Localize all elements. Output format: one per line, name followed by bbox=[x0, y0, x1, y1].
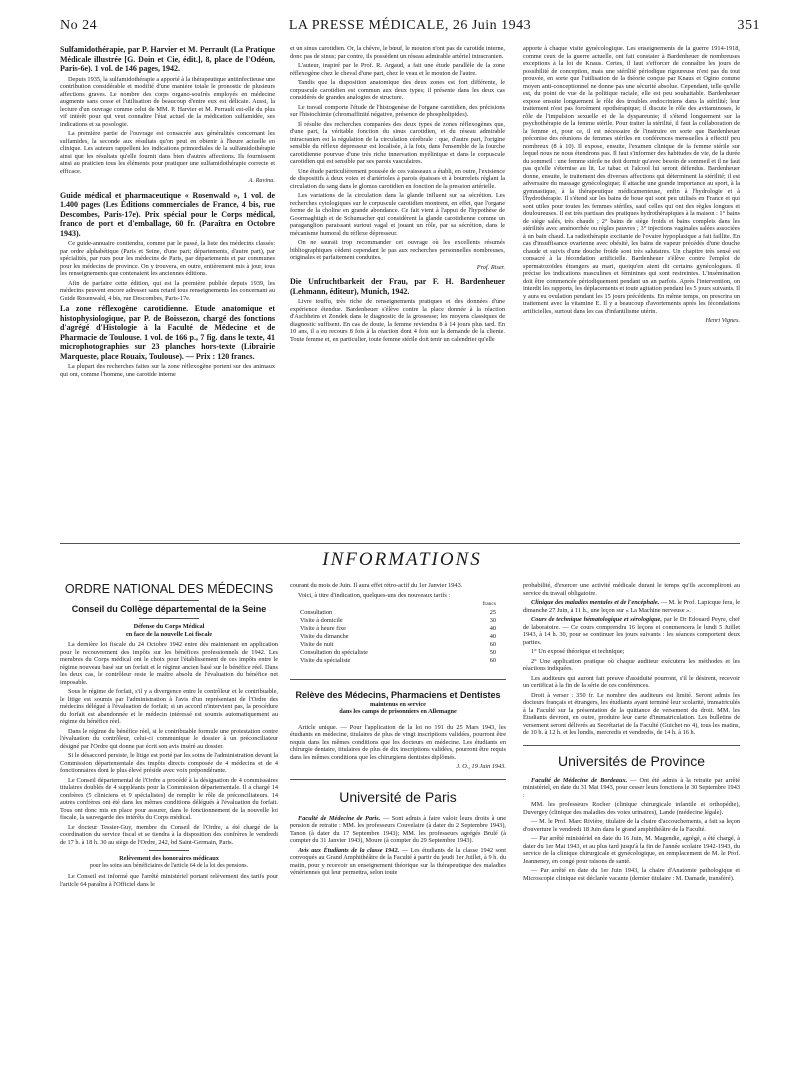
divider bbox=[139, 600, 199, 601]
course-heading: Cours de technique hématologique et sérologique, bbox=[531, 616, 662, 623]
ordre-subtitle: Conseil du Collège départemental de la Seine bbox=[71, 604, 267, 614]
paragraph: Le Conseil est informé que l'arrêté ministériel portant relèvement des tarifs pour l'article 64 paraîtra à l'Officiel dans le bbox=[60, 873, 278, 888]
paragraph: Dans le régime du bénéfice réel, si le contribuable formule une protestation contre l'évaluation du contrôleur, celui-ci communique le dossier à un préconciliateur désigné par l'Ordre qui donne par écrit son avis inséré au dossier. bbox=[60, 727, 278, 750]
paragraph: — Par arrêté ministériel en date du 16 Juin, M. Magendie, agrégé, a été chargé, à dater du 1er Mai 1943, et au plus tard jusqu'à la fin de l'année scolaire 1942-1943, du service de la clinique chirurgicale et gynécologique, en remplacement de M. le Prof. Jeanneney, en congé pour raisons de santé. bbox=[523, 835, 740, 865]
table-row: Visite à heure fixe 40 bbox=[300, 624, 496, 632]
paragraph: 2° Une application pratique où chaque auditeur exécutera les méthodes et les réactions indiquées. bbox=[523, 657, 740, 672]
table-row: Visite de nuit 60 bbox=[300, 640, 496, 648]
paragraph: — Sont admis à faire valoir leurs droits à une pension de retraite : MM. les professeurs Couvelaire (à dater du 2 Septembre 1943), Tanon (à dater du 17 Septembre 1943); MM. les professeurs agrégés Brulé (à compter du 31 Janvier 1943), Moure (à compter du 29 Septembre 1943). bbox=[290, 814, 506, 844]
divider bbox=[523, 745, 740, 746]
province-title: Universités de Province bbox=[557, 752, 706, 769]
paris-title: Université de Paris bbox=[339, 788, 457, 805]
paragraph: — M. le Prof. Marc Rivière, titulaire de la chaire d'accouchements, a fait sa leçon d'ouverture le vendredi 18 Juin dans le grand amphithéâtre de la Faculté. bbox=[523, 818, 740, 833]
faculty-heading: Faculté de Médecine de Paris. bbox=[298, 814, 381, 822]
ordre-title: ORDRE NATIONAL DES MÉDECINS bbox=[64, 582, 274, 596]
paragraph: Les auditeurs qui auront fait preuve d'assiduité pourront, s'il le désirent, recevoir un certificat à la fin de la série de ces conférences. bbox=[523, 674, 740, 689]
review-heading: Guide médical et pharmaceutique « Rosenwald », 1 vol. de 1.400 pages (Les Éditions commerciales de France, 4 bis, rue Descombes, Paris-17e). Prix spécial pour le Corps médical, franco de port et d'emballage, 60 fr. (Paraîtra en Octobre 1943). bbox=[60, 190, 275, 238]
section-title: INFORMATIONS bbox=[322, 549, 482, 570]
paragraph: L'auteur, inspiré par le Prof. R. Argaud, a fait une étude parallèle de la zone réflexogène chez le cheval d'une part, chez le veau et le mouton de l'autre. bbox=[290, 62, 505, 77]
paragraph: Le Conseil départemental de l'Ordre a procédé à la désignation de 4 commissaires titulaires doublés de 4 suppléants pour la Commission départementale. Il a chargé 14 confrères (5 cliniciens et 9 spécialistes) de remplir le rôle de préconciliateurs. 14 autres confrères ont été dans les mêmes conditions délégués à l'évaluation du forfait. Tous ont donc mis en place pour assurer, dans le fonctionnement de la nouvelle loi fiscale, la sauvegarde des intérêts du Corps médical. bbox=[60, 776, 278, 821]
paragraph: — Ont été admis à la retraite par arrêté ministériel, en date du 31 Mai 1943, pour cesser leurs fonctions le 30 Septembre 1943 : bbox=[523, 776, 740, 799]
divider bbox=[60, 543, 740, 544]
bottom-column-3 bbox=[523, 582, 740, 884]
table-row: Consultation du spécialiste 50 bbox=[300, 648, 496, 656]
table-row: Visite à domicile 30 bbox=[300, 616, 496, 624]
review-heading: Die Unfruchtbarkeit der Frau, par F. H. Bardenheuer (Lehmann, éditeur), Munich, 1942. bbox=[290, 277, 505, 296]
top-column-1 bbox=[60, 45, 275, 380]
table-row: Visite du spécialiste 60 bbox=[300, 656, 496, 664]
paragraph: Le travail comporte l'étude de l'histogenèse de l'organe carotidien, des précisions sur l'histochimie (chromaffinité négative, présence de phospholipides). bbox=[290, 103, 505, 118]
paragraph: La dernière loi fiscale du 24 Octobre 1942 entre dès maintenant en application pour le recouvrement des impôts sur les bénéfices professionnels de 1942. Les membres du Corps médical ont le choix pour l'établissement de ces impôts entre le régime nouveau basé sur un forfait et le régime ancien basé sur le bénéfice réel. Dans les deux cas, le contrôleur reste le maître absolu de l'évaluation du bénéfice net imposable. bbox=[60, 641, 278, 686]
paragraph: courant du mois de Juin. Il aura effet rétro-actif du 1er Janvier 1943. bbox=[290, 582, 463, 589]
signature: Prof. Riser. bbox=[476, 263, 505, 271]
tarif-table bbox=[290, 601, 506, 665]
paragraph: — M. le Prof. Lapicque fera, le dimanche 27 Juin, à 11 h., une leçon sur « La Machine nerveuse ». bbox=[523, 599, 741, 614]
top-column-2 bbox=[290, 45, 505, 345]
paragraph: Livre touffu, très riche de renseignements pratiques et des données d'une expérience étendue. Bardenheuer s'élève contre la place donnée à la réaction d'Aschheim et Zondek dans le diagnostic de la grossesse; les moyens classiques de diagnostic suffisent. En cas de doute, la femme reviendra 8 à 14 jours plus tard. En 10 ans, il a eu recours 8 fois à la réaction dont 4 fois sur la demande de la cliente. Toute femme et, en particulier, toute femme stérile doit tenir un calendrier qu'elle bbox=[290, 298, 505, 343]
tarif-header: francs bbox=[482, 601, 496, 607]
paragraph: — Les étudiants de la classe 1942 sont convoqués au Grand Amphithéâtre de la Faculté à partir du jeudi 1er Juillet, à 9 h. du matin, pour y recevoir un enseignement théorique sur la thérapeutique des maladies vénériennes qui leur permettra, selon toute bbox=[290, 846, 506, 876]
signature: Henri Vignes. bbox=[705, 317, 740, 324]
releve-title: Relève des Médecins, Pharmaciens et Dentistes bbox=[295, 689, 501, 700]
tarif-list bbox=[300, 609, 496, 665]
paragraph: La première partie de l'ouvrage est consacrée aux généralités concernant les sulfamides, la seconde aux résultats qu'on peut en obtenir à l'heure actuelle en clinique. Les auteurs rappellent les indications primordiales de la sulfamidothérapie ainsi que les résultats qu'elle fournit dans bien d'autres affections. Ils fournissent ainsi au praticien tous les éléments pour pratiquer une sulfamidothérapie correcte et efficace. bbox=[60, 130, 275, 175]
paragraph: 1° Un exposé théorique et technique; bbox=[531, 648, 625, 655]
faculty-heading: Faculté de Médecine de Bordeaux. bbox=[531, 776, 628, 784]
bottom-column-1 bbox=[60, 582, 278, 890]
table-row: Visite du dimanche 40 bbox=[300, 632, 496, 640]
paragraph: Une étude particulièrement poussée de ces vaisseaux a établi, en outre, l'existence de dispositifs à deux voies et d'artérioles à parois épaisses et à bourrelets réglant la circulation du sang dans le glomus carotidien en fonction de la pression artérielle. bbox=[290, 167, 505, 190]
top-column-3 bbox=[523, 45, 740, 331]
paragraph: Le docteur Tessier-Guy, membre du Conseil de l'Ordre, a été chargé de la coordination du service fiscal et se tiendra à la disposition des confrères le vendredi de 17 h. à 18 h. 30 au siège de l'Ordre, 242, bd Saint-Germain, Paris. bbox=[60, 823, 278, 846]
paragraph: Afin de parfaire cette édition, qui est la première publiée depuis 1939, les médecins peuvent encore adresser sans retard tous renseignements les concernant au Guide Rosenwald, 4 bis, rue Descombes, Paris-17e. bbox=[60, 279, 275, 302]
subheading-small: pour les soins aux bénéficiaires de l'article 64 de la loi des pensions. bbox=[90, 862, 248, 869]
divider bbox=[290, 679, 506, 680]
course-heading: Clinique des maladies mentales et de l'encéphale. bbox=[531, 599, 660, 606]
paragraph: Droit à verser : 350 fr. Le nombre des auditeurs est limité. Seront admis les docteurs français et étrangers, les étudiants ayant terminé leur scolarité, immatriculés à la Faculté sur la présentation de la quittance de versement du droit. MM. les Étudiants devront, en outre, produire leur carte d'immatriculation. Les bulletins de versement seront délivrés au Secrétariat de la Faculté (Guichet no 4), tous les matins, de 10 h. à 12 h. et les lundis, mercredis et vendredis, de 14 h. à 16 h. bbox=[523, 691, 740, 736]
signature: J. O., 19 Juin 1943. bbox=[456, 763, 506, 770]
paragraph: et un sinus carotidien. Or, la chèvre, le bœuf, le mouton n'ont pas de carotide interne, donc pas de sinus; par contre, ils possèdent un réseau admirable artériel intracranien. bbox=[290, 45, 505, 60]
divider bbox=[290, 779, 506, 780]
paragraph: Article unique. — Pour l'application de la loi no 191 du 25 Mars 1943, les étudiants en médecine, titulaires de plus de vingt inscriptions validées, pourront être requis dans les mêmes conditions que les docteurs en médecine. Les étudiants en chirurgie dentaire, titulaires de plus de dix inscriptions validées, pourront être requis dans les mêmes conditions que les chirurgiens dentistes diplômés. bbox=[290, 723, 506, 761]
page-header bbox=[60, 18, 760, 38]
paragraph: — Par arrêté en date du 1er Juin 1943, la chaire d'Anatomie pathologique et Microscopie clinique est déclarée vacante (dernier titulaire : M. Damade, transféré). bbox=[523, 867, 740, 882]
paragraph: Tandis que la disposition anatomique des deux zones est fort différente, le corpuscule carotidien est commun aux deux types; il présente dans les deux cas considérés de grandes analogies de structure. bbox=[290, 79, 505, 101]
paragraph: On ne saurait trop recommander cet ouvrage où les excellents résumés bibliographiques cèdent cependant le pas aux recherches personnelles nombreuses, originales et parfaitement conduites. bbox=[290, 239, 505, 261]
paragraph: Si le désaccord persiste, le litige est porté par les soins de l'administration devant la Commission départementale des impôts directs composée de 4 médecins et de 4 fonctionnaires dont le plus élevé préside avec voix prépondérante. bbox=[60, 752, 278, 774]
paragraph: Sous le régime de forfait, s'il y a divergence entre le contrôleur et le contribuable, le litige est soumis par l'administration à l'avis d'un représentant de l'Ordre des médecins délégué à l'évaluation de forfait; si un accord n'intervient pas, la procédure du forfait est abandonnée et le médecin intéressé est soumis automatiquement au régime du bénéfice réel. bbox=[60, 688, 278, 725]
review-heading: Sulfamidothérapie, par P. Harvier et M. Perrault (La Pratique Médicale illustrée [G. Doin et Cie, édit.], 8, place de l'Odéon, Paris-6e). 1 vol. de 146 pages, 1942. bbox=[60, 45, 275, 73]
paragraph: probabilité, d'exercer une activité médicale durant le temps qu'ils accompliront au service du travail obligatoire. bbox=[523, 582, 740, 597]
journal-title: LA PRESSE MÉDICALE, 26 Juin 1943 bbox=[288, 18, 532, 33]
paragraph: apporte à chaque visite gynécologique. Les enseignements de la guerre 1914-1918, comme ceux de la guerre actuelle, ont fait constater à Bardenheuer de nombreuses exceptions à la loi de Knaus. Certes, il faut s'efforcer de connaître les jours de possibilité de conception, mais une stérilité périodique rigoureuse n'est pas du tout prouvée, en sorte que l'utilisation de la théorie conçue par Knaus et Ogino comme moyen anti-conceptionnel ne donne pas une sécurité absolue. Cependant, telle qu'elle est, du point de vue de la politique raciale, elle est peu souhaitable. Bardenheuer expose ensuite longuement le rôle des troubles endocriniens dans la stérilité; leur traitement n'est pas forcément opothérapique; il discute le rôle des avitaminoses, le rôle de l'impulsion sexuelle et de la dyspareunie; il s'étend longuement sur la psychothérapie de la femme stérile. Pour traiter la stérilité, il faut la collaboration de la femme et, pour ce, il est nécessaire de l'instruire en sorte que Bardenheuer préconise des réunions de femmes stériles en conférences mensuelles à effectif peu nombreux (8 à 10). Il expose, ensuite, l'examen clinique de la femme stérile sur lequel nous ne nous étendrons pas. Il faut s'informer des habitudes de vie, de la durée du sommeil : une femme stérile ne doit dormir qu'avec besoin de sommeil et il ne faut pas qu'elle s'éternise au lit. Le tabac et l'alcool lui seront défendus. Bardenheuer donne, ensuite, le traitement des diverses affections qui déterminent la stérilité; il est adversaire du massage gynécologique; il attache une grande importance au sport, à la gymnastique, à la thérapeutique médicamenteuse, enfin à l'hydrologie et à l'hydrothérapie. Il s'étend sur les bains de boue qui sont peu utilisés en France et qui sont utiles pour toutes les femmes stériles, sauf celles qui ont des règles longues et douloureuses. Il est très partisan des pratiques hydrothérapiques à la maison : 1° bains de siège salés, très chauds ; 2° bains de siège froids et bains complets dans les stérilités avec aménorrhée ou règles pauvres ; 3° injections vaginales salées associées à un bain chaud. La radiothérapie excitante de l'ovaire hypoplasique a fait faillite. En cas d'insuffisance ovarienne avec obésité, les bains de vapeur précédés d'une douche chaude et suivis d'une douche froide sont très salutaires. Un chapitre très sensé est consacré à la fécondation artificielle. Bardenheuer s'élève contre l'emploi de spermatozoïdes étrangers au mari, quoiqu'en aient dit certains gynécologues. Il précise les indications masculines et féminines qui sont restreintes. L'insémination doit être commencée périodiquement pendant un an parfois. Après l'intervention, on interdit les rapports, les déplacements et toute agitation pendant les 5 jours suivants. Il y aura eu ovulation pendant les 15 jours précédents. En même temps, on prescrira un traitement avec la vitamine E. Il y a beaucoup d'avortements après les fécondations artificielles, surtout dans les cas d'infantilisme utérin. bbox=[523, 45, 741, 315]
signature: A. Ravina. bbox=[248, 177, 275, 184]
bottom-column-2 bbox=[290, 582, 506, 879]
review-heading: La zone réflexogène carotidienne. Etude anatomique et histophysiologique, par P. de Boissezon, chargé des fonctions d'agrégé d'Histologie à la Faculté de Médecine et de Pharmacie de Toulouse. 1 vol. de 166 p., 7 fig. dans le texte, 41 microphotographies sur 23 planches hors-texte (Librairie Marqueste, place Rouaix, Toulouse). — Prix : 120 francs. bbox=[60, 304, 275, 361]
releve-subtitle: maintenus en service bbox=[370, 700, 426, 708]
paragraph: La plupart des recherches faites sur la zone réflexogène portent sur des animaux qui ont, comme l'homme, une carotide interne bbox=[60, 363, 275, 378]
subheading: Relèvement des honoraires médicaux bbox=[119, 855, 219, 862]
paragraph: Depuis 1935, la sulfamidothérapie a apporté à la thérapeutique antiinfectieuse une contribution considérable et modifié d'une manière totale le pronostic de plusieurs affections graves. Le nombre des corps organo-soufrés employés en médecine augmente sans cesse et l'utilisation de beaucoup d'entre eux est délicate. Aussi, la lecture d'un ouvrage comme celui de MM. P. Harvier et M. Perrault est-elle du plus vif intérêt pour qui veut connaître l'état actuel de la médication sulfamidée, ses indications et sa posologie. bbox=[60, 75, 275, 128]
paragraph: Ce guide-annuaire contiendra, comme par le passé, la liste des médecins classés: par ordre alphabétique (Paris et Seine, d'une part; départements, d'autre part), par spécialités, par rues pour les médecins de Paris, par départements et par communes pour les médecins de province. On y trouvera, en outre, entièrement mis à jour, tous les renseignements que contenaient les anciennes éditions. bbox=[60, 240, 275, 277]
faculty-heading: Avis aux Étudiants de la classe 1942. bbox=[298, 846, 400, 854]
table-row: Consultation 25 bbox=[300, 608, 496, 616]
divider bbox=[149, 850, 189, 851]
divider bbox=[139, 618, 199, 619]
paragraph: Voici, à titre d'indication, quelques-uns des nouveaux tarifs : bbox=[298, 591, 451, 599]
paragraph: MM. les professeurs Rocher (clinique chirurgicale infantile et orthopédie), Duvergey (clinique des maladies des voies urinaires), Lande (médecine légale). bbox=[523, 801, 740, 816]
subheading: Défense du Corps Médical bbox=[133, 623, 205, 630]
subheading: en face de la nouvelle Loi fiscale bbox=[125, 630, 213, 638]
page-number: 351 bbox=[737, 18, 760, 33]
issue-number: No 24 bbox=[60, 18, 98, 33]
paragraph: Il résulte des recherches comparées des deux types de zones réflexogènes que, d'une part, la véritable fonction du sinus carotidien, et du réseau admirable intracranien est la régulation de la circulation cérébrale : que, d'autre part, l'origine sensible du réflexe dépresseur est localisée, à la fois, dans l'ensemble de la fourche carotidienne pourvue d'une très riche innervation myélinique et dans le corpuscule carotidien qui est sensible par ses parois vasculaires. bbox=[290, 120, 505, 165]
paragraph: par le Dr Edouard Peyre, chef de laboratoire. — Ce cours comprendra 16 leçons et commencera le lundi 5 Juillet 1943, à 14 h. 30, pour se continuer les jours suivants : les séances comportent deux parties. bbox=[523, 616, 740, 646]
paragraph: Les variations de la circulation dans la glande influent sur sa sécrétion. Les recherches cytologiques sur le corpuscule carotidien montrent, en effet, que l'organe forme de la choline en grande abondance. Ce fait vient à l'appui de l'hypothèse de Goormaghtigh et de Schumacher qui considèrent la glande carotidienne comme un paraganglion paraissant surtout vagal et jouant un rôle, par sa sécrétion, dans le mécanisme humoral du réflexe dépresseur. bbox=[290, 192, 505, 237]
releve-subtitle: dans les camps de prisonniers en Allemagne bbox=[339, 708, 457, 715]
